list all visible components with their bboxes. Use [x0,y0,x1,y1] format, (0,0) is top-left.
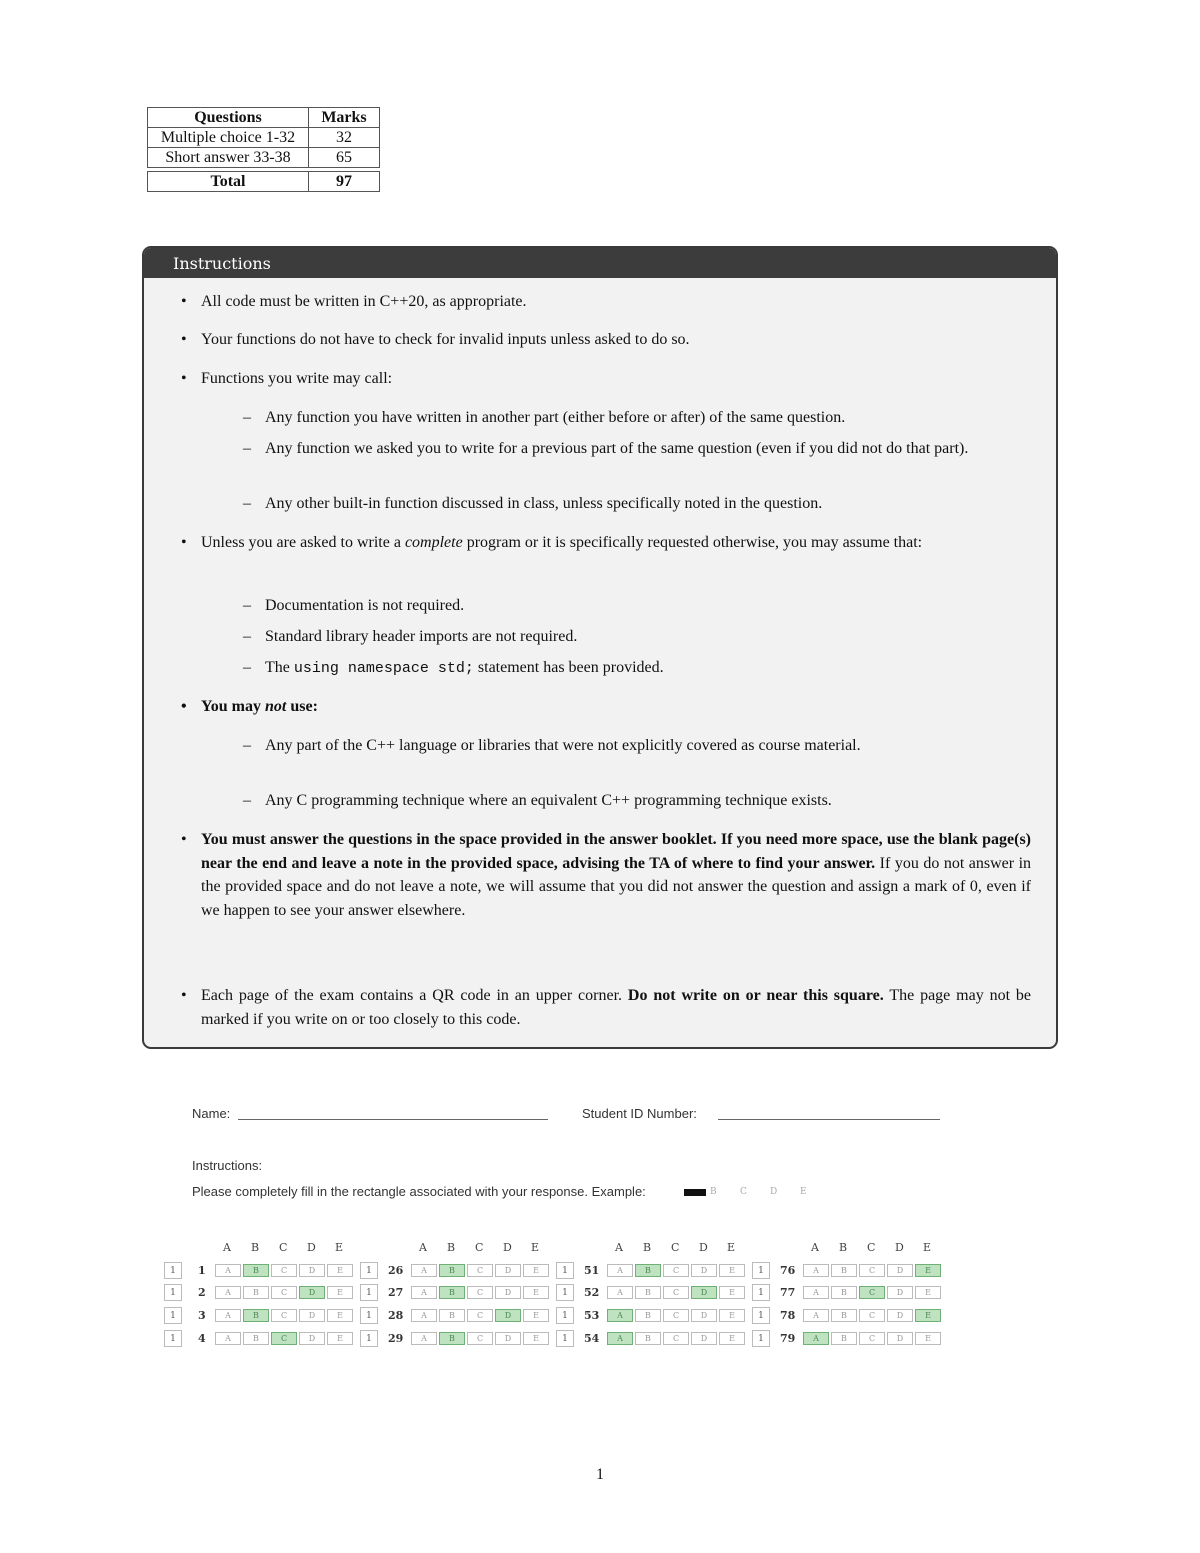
bullet-icon: • [181,331,187,348]
answer-bubble-d[interactable]: D [887,1309,913,1322]
answer-bubble-a[interactable]: A [607,1309,633,1322]
instruction-bold-text: Do not write on or near this square. [627,987,884,1004]
instruction-subitem [243,734,1031,758]
question-number: 28 [388,1309,404,1322]
answer-bubble-c[interactable]: C [663,1332,689,1345]
question-box: 1 [556,1284,574,1301]
marks-table [147,107,380,192]
question-box: 1 [360,1330,378,1347]
name-field[interactable] [238,1119,548,1120]
answer-bubble-b[interactable]: B [635,1332,661,1345]
answer-bubble-e[interactable]: E [327,1309,353,1322]
question-number: 52 [584,1286,600,1299]
answer-bubble-a[interactable]: A [411,1286,437,1299]
instructions-box [142,246,1058,1049]
question-number: 76 [780,1264,796,1277]
answer-bubble-c[interactable]: C [467,1286,493,1299]
answer-bubble-c[interactable]: C [663,1286,689,1299]
instruction-subitem [243,406,1031,430]
question-box: 1 [164,1262,182,1279]
answer-bubble-a[interactable]: A [411,1309,437,1322]
column-letter-label: C [671,1241,680,1254]
question-number: 4 [198,1332,206,1345]
column-letter-label: A [811,1241,819,1254]
question-box: 1 [164,1284,182,1301]
answer-bubble-d[interactable]: D [299,1309,325,1322]
answer-bubble-b[interactable]: B [439,1264,465,1277]
dash-icon: – [243,659,251,676]
answer-bubble-e[interactable]: E [719,1286,745,1299]
question-number: 54 [584,1332,600,1345]
answer-bubble-e[interactable]: E [719,1264,745,1277]
example-bubble: C [740,1187,748,1197]
question-box: 1 [360,1262,378,1279]
question-number: 26 [388,1264,404,1277]
answer-bubble-b[interactable]: B [831,1286,857,1299]
instruction-text: Each page of the exam contains a QR code in an upper corner. [201,987,628,1004]
example-bubble: E [800,1187,808,1197]
answer-bubble-b[interactable]: B [439,1332,465,1345]
question-number: 77 [780,1286,796,1299]
instruction-text: You may [201,698,266,715]
instruction-text: statement has been provided. [473,659,664,676]
answer-bubble-e[interactable]: E [719,1332,745,1345]
column-letter-label: D [699,1241,708,1254]
row-marks: 65 [309,148,380,168]
answer-bubble-b[interactable]: B [243,1286,269,1299]
answer-bubble-a[interactable]: A [803,1286,829,1299]
answer-bubble-a[interactable]: A [411,1264,437,1277]
answer-bubble-c[interactable]: C [271,1264,297,1277]
answer-bubble-a[interactable]: A [215,1264,241,1277]
instruction-text: Your functions do not have to check for invalid inputs unless asked to do so. [201,331,690,348]
instruction-subitem [243,437,1031,461]
row-marks: 32 [309,128,380,148]
question-number: 2 [198,1286,206,1299]
answer-bubble-e[interactable]: E [915,1264,941,1277]
name-label: Name: [192,1106,231,1121]
emphasis-text: not [265,698,287,715]
example-filled-bubble [684,1189,706,1196]
answer-bubble-e[interactable]: E [523,1286,549,1299]
answer-bubble-d[interactable]: D [691,1264,717,1277]
page-number: 1 [596,1466,604,1483]
question-box: 1 [752,1284,770,1301]
column-letter-label: C [279,1241,288,1254]
student-id-field[interactable] [718,1119,940,1120]
question-box: 1 [752,1307,770,1324]
column-letter-label: D [503,1241,512,1254]
answer-bubble-d[interactable]: D [691,1286,717,1299]
answer-bubble-a[interactable]: A [215,1286,241,1299]
instruction-text: use: [286,698,318,715]
instruction-subitem [243,789,1031,813]
row-label: Multiple choice 1-32 [148,128,309,148]
answer-bubble-d[interactable]: D [495,1286,521,1299]
column-letter-label: D [895,1241,904,1254]
answer-bubble-e[interactable]: E [523,1332,549,1345]
dash-icon: – [243,409,251,426]
answer-bubble-c[interactable]: C [271,1332,297,1345]
example-bubble: D [770,1187,779,1197]
answer-bubble-c[interactable]: C [271,1309,297,1322]
answer-bubble-c[interactable]: C [663,1309,689,1322]
question-box: 1 [164,1330,182,1347]
instruction-text: Any part of the C++ language or libraries that were not explicitly covered as course material. [265,737,861,754]
answer-bubble-e[interactable]: E [915,1332,941,1345]
answer-bubble-e[interactable]: E [719,1309,745,1322]
answer-bubble-a[interactable]: A [803,1264,829,1277]
student-id-label: Student ID Number: [582,1106,697,1121]
answer-bubble-d[interactable]: D [495,1264,521,1277]
question-box: 1 [360,1284,378,1301]
answer-bubble-c[interactable]: C [467,1332,493,1345]
answer-bubble-b[interactable]: B [831,1309,857,1322]
question-box: 1 [752,1330,770,1347]
column-letter-label: A [419,1241,427,1254]
question-number: 29 [388,1332,404,1345]
sheet-instructions-text: Please completely fill in the rectangle associated with your response. Example: [192,1184,646,1199]
answer-bubble-d[interactable]: D [495,1309,521,1322]
answer-bubble-b[interactable]: B [635,1309,661,1322]
answer-bubble-a[interactable]: A [607,1264,633,1277]
answer-bubble-c[interactable]: C [859,1286,885,1299]
instruction-text: Any C programming technique where an equivalent C++ programming technique exists. [265,792,832,809]
answer-bubble-b[interactable]: B [439,1286,465,1299]
answer-bubble-e[interactable]: E [523,1264,549,1277]
column-letter-label: A [223,1241,231,1254]
instruction-text: The page may not be marked if you write on or too closely to this code. [201,987,1032,1028]
instruction-bold-text: You must answer the questions in the space provided in the answer booklet. If you need more space, use the blank page(s) near the end and leave a note in the provided space, advising the TA of where to find your answer. [201,831,1031,872]
answer-bubble-a[interactable]: A [803,1309,829,1322]
instruction-text: Unless you are asked to write a [201,534,405,551]
answer-bubble-e[interactable]: E [327,1264,353,1277]
answer-bubble-e[interactable]: E [327,1286,353,1299]
answer-bubble-c[interactable]: C [859,1264,885,1277]
answer-bubble-d[interactable]: D [691,1332,717,1345]
question-box: 1 [752,1262,770,1279]
answer-bubble-d[interactable]: D [887,1286,913,1299]
instruction-text: If you do not answer in the provided space and do not leave a note, we will assume that you did not answer the question and assign a mark of 0, even if we happen to see your answer elsewhere. [201,854,1032,919]
column-letter-label: B [643,1241,652,1254]
question-box: 1 [164,1307,182,1324]
column-letter-label: B [251,1241,260,1254]
question-box: 1 [556,1330,574,1347]
column-letter-label: E [531,1241,540,1254]
total-label: Total [148,172,309,192]
dash-icon: – [243,597,251,614]
answer-bubble-a[interactable]: A [215,1309,241,1322]
dash-icon: – [243,440,251,457]
row-label: Short answer 33-38 [148,148,309,168]
instruction-item [181,531,1031,555]
bullet-icon: • [181,293,187,310]
instruction-item [181,984,1032,1031]
answer-bubble-d[interactable]: D [887,1264,913,1277]
code-text: using namespace std; [293,660,474,677]
instruction-subitem [243,625,1031,649]
dash-icon: – [243,495,251,512]
answer-bubble-d[interactable]: D [299,1264,325,1277]
answer-bubble-b[interactable]: B [635,1286,661,1299]
table-row [148,148,380,168]
bullet-icon: • [181,987,187,1004]
column-letter-label: E [335,1241,344,1254]
bullet-icon: • [181,370,187,387]
answer-bubble-b[interactable]: B [243,1332,269,1345]
header-questions: Questions [148,108,309,128]
answer-bubble-d[interactable]: D [887,1332,913,1345]
column-letter-label: E [727,1241,736,1254]
instruction-text: Any other built-in function discussed in class, unless specifically noted in the question. [265,495,823,512]
answer-bubble-a[interactable]: A [607,1286,633,1299]
dash-icon: – [243,628,251,645]
question-box: 1 [556,1262,574,1279]
instruction-item [181,828,1032,922]
answer-bubble-b[interactable]: B [831,1264,857,1277]
column-letter-label: D [307,1241,316,1254]
instruction-text: program or it is specifically requested otherwise, you may assume that: [462,534,923,551]
marks-table-header [148,108,380,128]
instruction-item [181,290,1031,314]
answer-bubble-b[interactable]: B [635,1264,661,1277]
answer-bubble-d[interactable]: D [299,1286,325,1299]
answer-bubble-c[interactable]: C [859,1332,885,1345]
instruction-subitem [243,656,1031,681]
answer-bubble-e[interactable]: E [327,1332,353,1345]
column-letter-label: A [615,1241,623,1254]
column-letter-label: C [867,1241,876,1254]
dash-icon: – [243,792,251,809]
answer-bubble-c[interactable]: C [663,1264,689,1277]
answer-bubble-a[interactable]: A [215,1332,241,1345]
question-number: 51 [584,1264,600,1277]
table-row [148,128,380,148]
example-bubble: B [710,1187,718,1197]
instruction-text: The [265,659,294,676]
bullet-icon: • [181,534,187,551]
instruction-text: Any function we asked you to write for a previous part of the same question (even if you did not do that part). [265,440,969,457]
question-number: 1 [198,1264,206,1277]
answer-bubble-a[interactable]: A [607,1332,633,1345]
instructions-title: Instructions [144,248,1056,278]
answer-bubble-c[interactable]: C [467,1309,493,1322]
question-box: 1 [360,1307,378,1324]
answer-bubble-d[interactable]: D [299,1332,325,1345]
answer-bubble-a[interactable]: A [803,1332,829,1345]
instruction-text: Documentation is not required. [265,597,465,614]
instruction-item [181,367,1031,391]
header-marks: Marks [309,108,380,128]
answer-bubble-b[interactable]: B [439,1309,465,1322]
sheet-instructions-label: Instructions: [192,1158,263,1173]
dash-icon: – [243,737,251,754]
answer-bubble-c[interactable]: C [271,1286,297,1299]
total-marks: 97 [309,172,380,192]
question-number: 78 [780,1309,796,1322]
question-number: 27 [388,1286,404,1299]
instruction-text: Standard library header imports are not required. [265,628,578,645]
answer-bubble-b[interactable]: B [243,1309,269,1322]
answer-bubble-c[interactable]: C [859,1309,885,1322]
answer-bubble-a[interactable]: A [411,1332,437,1345]
question-number: 53 [584,1309,600,1322]
answer-bubble-d[interactable]: D [691,1309,717,1322]
column-letter-label: B [447,1241,456,1254]
answer-bubble-b[interactable]: B [831,1332,857,1345]
instruction-text: Any function you have written in another part (either before or after) of the same question. [265,409,846,426]
bullet-icon: • [181,831,187,848]
instruction-item [181,328,1031,352]
answer-bubble-d[interactable]: D [495,1332,521,1345]
question-box: 1 [556,1307,574,1324]
question-number: 79 [780,1332,796,1345]
question-number: 3 [198,1309,206,1322]
answer-bubble-b[interactable]: B [243,1264,269,1277]
bullet-icon: • [181,698,187,715]
table-total-row [148,172,380,192]
instruction-subitem [243,492,1031,516]
instruction-item [181,695,1031,719]
instruction-subitem [243,594,1031,618]
column-letter-label: B [839,1241,848,1254]
column-letter-label: E [923,1241,932,1254]
answer-bubble-e[interactable]: E [915,1309,941,1322]
answer-bubble-e[interactable]: E [915,1286,941,1299]
instruction-text: Functions you write may call: [201,370,393,387]
answer-bubble-c[interactable]: C [467,1264,493,1277]
instruction-text: All code must be written in C++20, as appropriate. [201,293,527,310]
emphasis-text: complete [404,534,463,551]
answer-bubble-e[interactable]: E [523,1309,549,1322]
column-letter-label: C [475,1241,484,1254]
